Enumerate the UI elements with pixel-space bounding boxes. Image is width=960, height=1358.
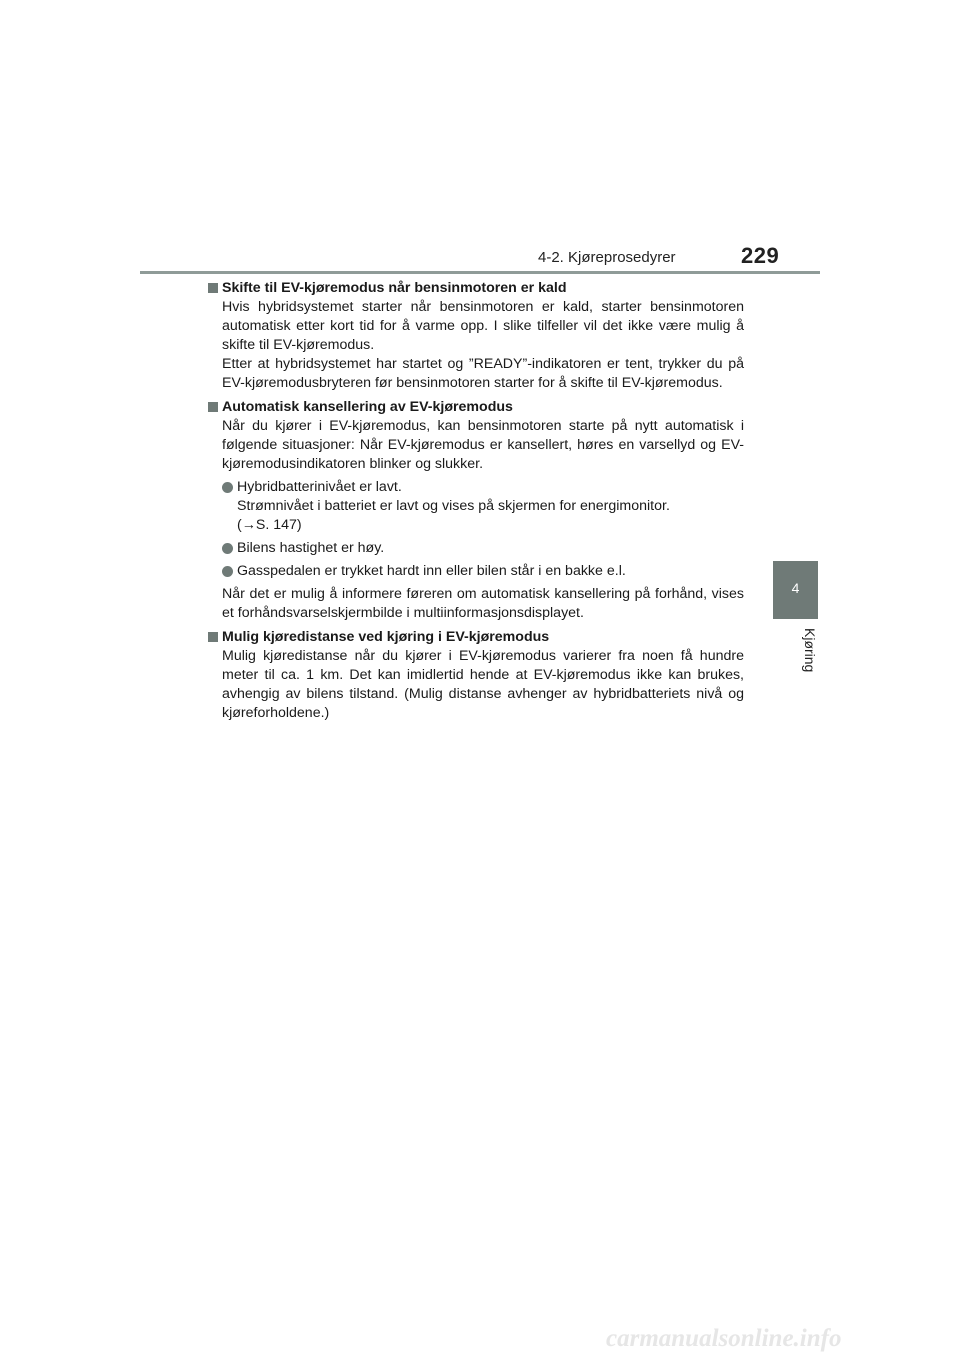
- paragraph: Hvis hybridsystemet starter når bensinmotoren er kald, starter bensinmotoren automatisk etter kort tid for å varme opp. I slike tilfeller vil det ikke være mulig å skifte til EV-kjøremodus.: [222, 299, 744, 353]
- section-heading: [208, 398, 744, 417]
- square-bullet-icon: [208, 632, 218, 642]
- paragraph: Mulig kjøredistanse når du kjører i EV-kjøremodus varierer fra noen få hundre meter til ca. 1 km. Det kan imidlertid hende at EV-kjøremodus ikke kan brukes, avhengig av bilens tilstand. (Mulig distanse avhenger av hybridbatteriets nivå og kjøreforholdene.): [222, 648, 744, 721]
- page-content: [208, 279, 744, 728]
- section-auto-cancel: [208, 398, 744, 623]
- list-item: [222, 562, 744, 581]
- section-title: 4-2. Kjøreprosedyrer: [538, 249, 676, 266]
- section-heading: [208, 628, 744, 647]
- list-item-text: Hybridbatterinivået er lavt.: [237, 479, 402, 495]
- round-bullet-icon: [222, 482, 233, 493]
- chapter-label: Kjøring: [802, 628, 818, 673]
- page-reference-link[interactable]: (→S. 147): [237, 517, 302, 533]
- list-item-text: Bilens hastighet er høy.: [237, 540, 385, 556]
- round-bullet-icon: [222, 543, 233, 554]
- section-heading-text: Mulig kjøredistanse ved kjøring i EV-kjøremodus: [222, 629, 550, 645]
- section-heading-text: Automatisk kansellering av EV-kjøremodus: [222, 399, 513, 415]
- list-item-text: Gasspedalen er trykket hardt inn eller bilen står i en bakke e.l.: [237, 563, 626, 579]
- section-heading-text: Skifte til EV-kjøremodus når bensinmotoren er kald: [222, 280, 567, 296]
- list-item: [222, 539, 744, 558]
- section-ev-distance: [208, 628, 744, 723]
- section-heading: [208, 279, 744, 298]
- paragraph: Når det er mulig å informere føreren om automatisk kansellering på forhånd, vises et forhåndsvarselskjermbilde i multiinformasjonsdisplayet.: [222, 586, 744, 621]
- paragraph: Etter at hybridsystemet har startet og ”READY”-indikatoren er tent, trykker du på EV-kjøremodusbryteren før bensinmotoren starter for å skifte til EV-kjøremodus.: [222, 356, 744, 391]
- page-number: 229: [741, 243, 780, 268]
- square-bullet-icon: [208, 402, 218, 412]
- header-divider: [140, 271, 820, 274]
- list-item-detail: Strømnivået i batteriet er lavt og vises på skjermen for energimonitor.: [237, 498, 670, 514]
- watermark-text: carmanualsonline.info: [606, 1325, 842, 1352]
- round-bullet-icon: [222, 566, 233, 577]
- square-bullet-icon: [208, 283, 218, 293]
- paragraph: Når du kjører i EV-kjøremodus, kan bensinmotoren starte på nytt automatisk i følgende situasjoner: Når EV-kjøremodus er kansellert, høres en varsellyd og EV-kjøremodusindikatoren blinker og slukker.: [222, 418, 744, 472]
- chapter-number: 4: [791, 580, 800, 596]
- section-ev-cold-engine: [208, 279, 744, 393]
- watermark[interactable]: [606, 1325, 951, 1355]
- chapter-tab[interactable]: [773, 561, 818, 619]
- list-item: [222, 478, 744, 535]
